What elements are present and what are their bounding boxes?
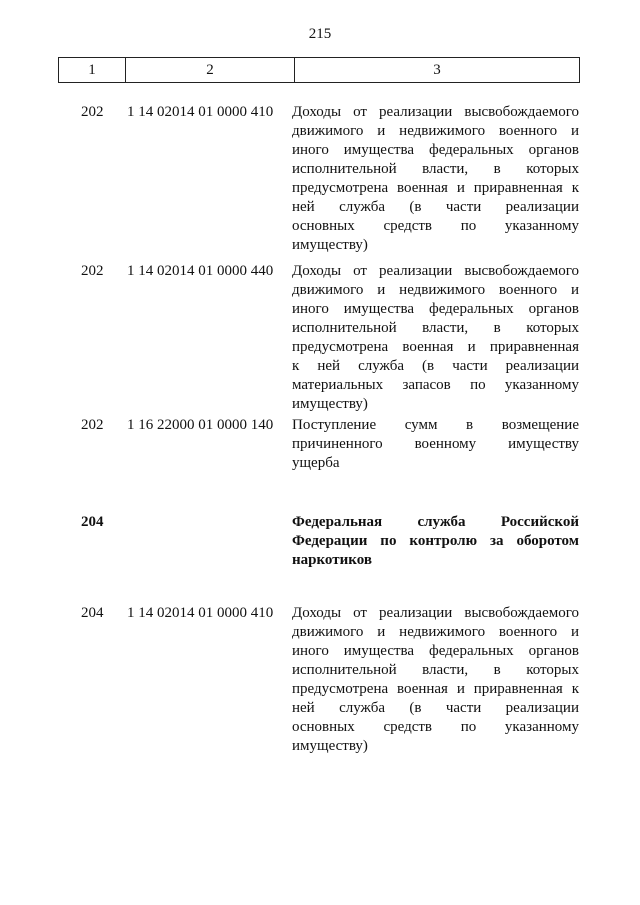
revenue-code: 1 14 02014 01 0000 410 [127,104,274,120]
description-line: исполнительной власти, в которых [292,662,579,678]
revenue-code: 1 16 22000 01 0000 140 [127,417,274,433]
revenue-code: 1 14 02014 01 0000 410 [127,605,274,621]
description-line: предусмотрена военная и приравненная к [292,180,579,196]
description-line: материальных запасов по указанному [292,377,579,393]
description-line: движимого и недвижимого военного и [292,123,579,139]
description-line: Доходы от реализации высвобождаемого [292,263,579,279]
description-line: иного имущества федеральных органов [292,643,579,659]
admin-code: 202 [81,263,104,279]
description-line: ней служба (в части реализации [292,199,579,215]
description-line: иного имущества федеральных органов [292,142,579,158]
description-line: предусмотрена военная и приравненная [292,339,579,355]
header-col-3: 3 [433,61,441,78]
description-line: причиненного военному имуществу [292,436,579,452]
table-header [58,57,580,83]
admin-code: 202 [81,104,104,120]
description-line: иного имущества федеральных органов [292,301,579,317]
description [292,604,579,756]
description-line: движимого и недвижимого военного и [292,282,579,298]
revenue-code: 1 14 02014 01 0000 440 [127,263,274,279]
description-line: к ней служба (в части реализации [292,358,579,374]
description [292,513,579,570]
admin-code: 202 [81,417,104,433]
description-line: движимого и недвижимого военного и [292,624,579,640]
description-line: имуществу) [292,396,368,412]
header-col-1: 1 [59,58,126,82]
description-line: основных средств по указанному [292,719,579,735]
description-line: Поступление сумм в возмещение [292,417,579,433]
description-line: Доходы от реализации высвобождаемого [292,104,579,120]
page-number: 215 [308,26,332,42]
description-line: исполнительной власти, в которых [292,320,579,336]
description-line: Федеральная служба Российской [292,514,579,530]
description-line: имуществу) [292,237,368,253]
description-line: ущерба [292,455,340,471]
description [292,103,579,255]
description [292,262,579,414]
description-line: наркотиков [292,552,372,568]
description-line: Доходы от реализации высвобождаемого [292,605,579,621]
description-line: предусмотрена военная и приравненная к [292,681,579,697]
admin-code: 204 [81,514,104,530]
description-line: имуществу) [292,738,368,754]
description [292,416,579,473]
description-line: Федерации по контролю за оборотом [292,533,579,549]
description-line: ней служба (в части реализации [292,700,579,716]
description-line: исполнительной власти, в которых [292,161,579,177]
header-col-2: 2 [126,58,295,82]
description-line: основных средств по указанному [292,218,579,234]
admin-code: 204 [81,605,104,621]
